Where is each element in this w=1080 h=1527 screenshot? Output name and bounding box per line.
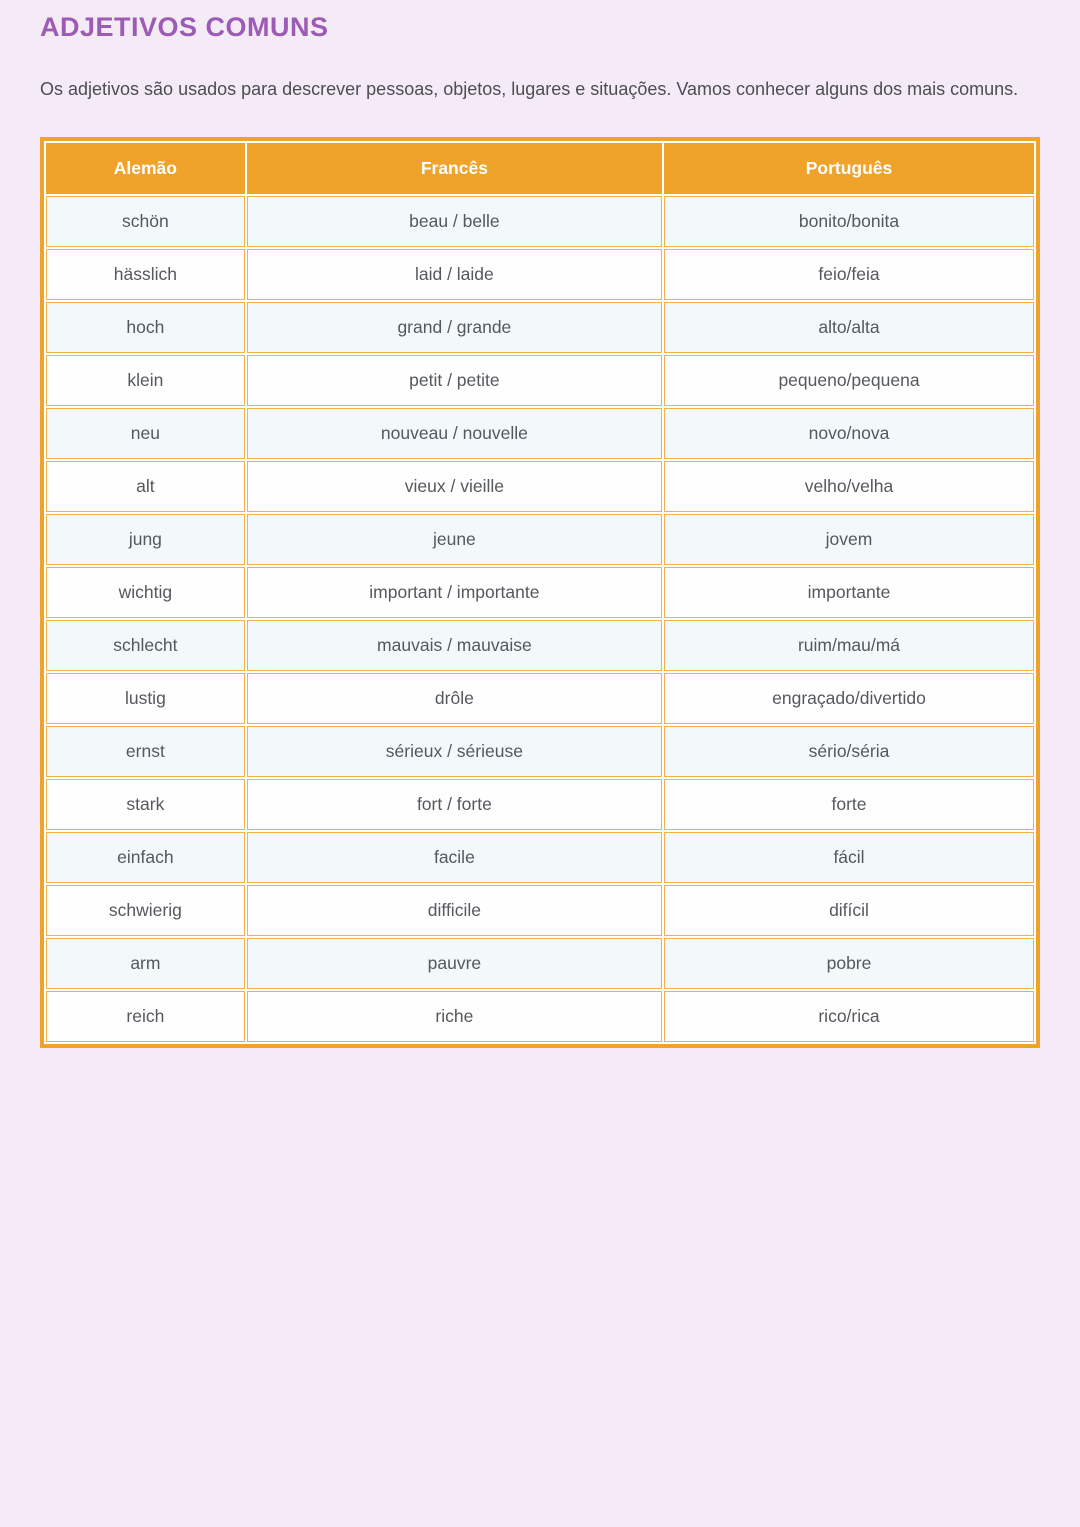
- table-cell: hässlich: [46, 249, 245, 300]
- table-row: [46, 302, 1034, 353]
- adjectives-table: [40, 137, 1040, 1048]
- table-cell: hoch: [46, 302, 245, 353]
- table-cell: beau / belle: [247, 196, 662, 247]
- table-cell: jeune: [247, 514, 662, 565]
- table-cell: velho/velha: [664, 461, 1034, 512]
- table-cell: pauvre: [247, 938, 662, 989]
- table-cell: sérieux / sérieuse: [247, 726, 662, 777]
- table-cell: grand / grande: [247, 302, 662, 353]
- table-cell: laid / laide: [247, 249, 662, 300]
- table-cell: forte: [664, 779, 1034, 830]
- table-cell: einfach: [46, 832, 245, 883]
- table-cell: jung: [46, 514, 245, 565]
- table-row: [46, 885, 1034, 936]
- table-row: [46, 355, 1034, 406]
- table-cell: ernst: [46, 726, 245, 777]
- table-cell: schlecht: [46, 620, 245, 671]
- table-cell: feio/feia: [664, 249, 1034, 300]
- table-row: [46, 726, 1034, 777]
- table-cell: petit / petite: [247, 355, 662, 406]
- column-header-portuguese: Português: [664, 143, 1034, 194]
- table-cell: pobre: [664, 938, 1034, 989]
- table-cell: facile: [247, 832, 662, 883]
- table-cell: alto/alta: [664, 302, 1034, 353]
- table-cell: novo/nova: [664, 408, 1034, 459]
- table-cell: vieux / vieille: [247, 461, 662, 512]
- table-cell: schwierig: [46, 885, 245, 936]
- table-row: [46, 673, 1034, 724]
- table-cell: mauvais / mauvaise: [247, 620, 662, 671]
- page-title: ADJETIVOS COMUNS: [40, 12, 329, 42]
- table-row: [46, 461, 1034, 512]
- table-row: [46, 991, 1034, 1042]
- table-row: [46, 514, 1034, 565]
- table-cell: reich: [46, 991, 245, 1042]
- column-header-french: Francês: [247, 143, 662, 194]
- table-row: [46, 832, 1034, 883]
- table-cell: riche: [247, 991, 662, 1042]
- table-row: [46, 408, 1034, 459]
- vocab-table-body: [46, 196, 1034, 1042]
- table-cell: important / importante: [247, 567, 662, 618]
- table-row: [46, 938, 1034, 989]
- table-cell: ruim/mau/má: [664, 620, 1034, 671]
- table-cell: difficile: [247, 885, 662, 936]
- table-row: [46, 567, 1034, 618]
- table-cell: alt: [46, 461, 245, 512]
- table-header-row: [46, 143, 1034, 194]
- column-header-german: Alemão: [46, 143, 245, 194]
- table-cell: drôle: [247, 673, 662, 724]
- table-cell: neu: [46, 408, 245, 459]
- table-cell: fácil: [664, 832, 1034, 883]
- table-cell: stark: [46, 779, 245, 830]
- table-cell: klein: [46, 355, 245, 406]
- table-cell: engraçado/divertido: [664, 673, 1034, 724]
- table-cell: lustig: [46, 673, 245, 724]
- table-cell: importante: [664, 567, 1034, 618]
- table-cell: jovem: [664, 514, 1034, 565]
- table-row: [46, 779, 1034, 830]
- table-row: [46, 196, 1034, 247]
- table-cell: pequeno/pequena: [664, 355, 1034, 406]
- table-cell: nouveau / nouvelle: [247, 408, 662, 459]
- table-row: [46, 620, 1034, 671]
- table-row: [46, 249, 1034, 300]
- table-cell: bonito/bonita: [664, 196, 1034, 247]
- table-cell: difícil: [664, 885, 1034, 936]
- table-cell: sério/séria: [664, 726, 1034, 777]
- table-cell: rico/rica: [664, 991, 1034, 1042]
- table-cell: fort / forte: [247, 779, 662, 830]
- table-cell: schön: [46, 196, 245, 247]
- intro-paragraph: Os adjetivos são usados para descrever pessoas, objetos, lugares e situações. Vamos conhecer alguns dos mais comuns.: [40, 79, 1019, 99]
- table-cell: wichtig: [46, 567, 245, 618]
- table-cell: arm: [46, 938, 245, 989]
